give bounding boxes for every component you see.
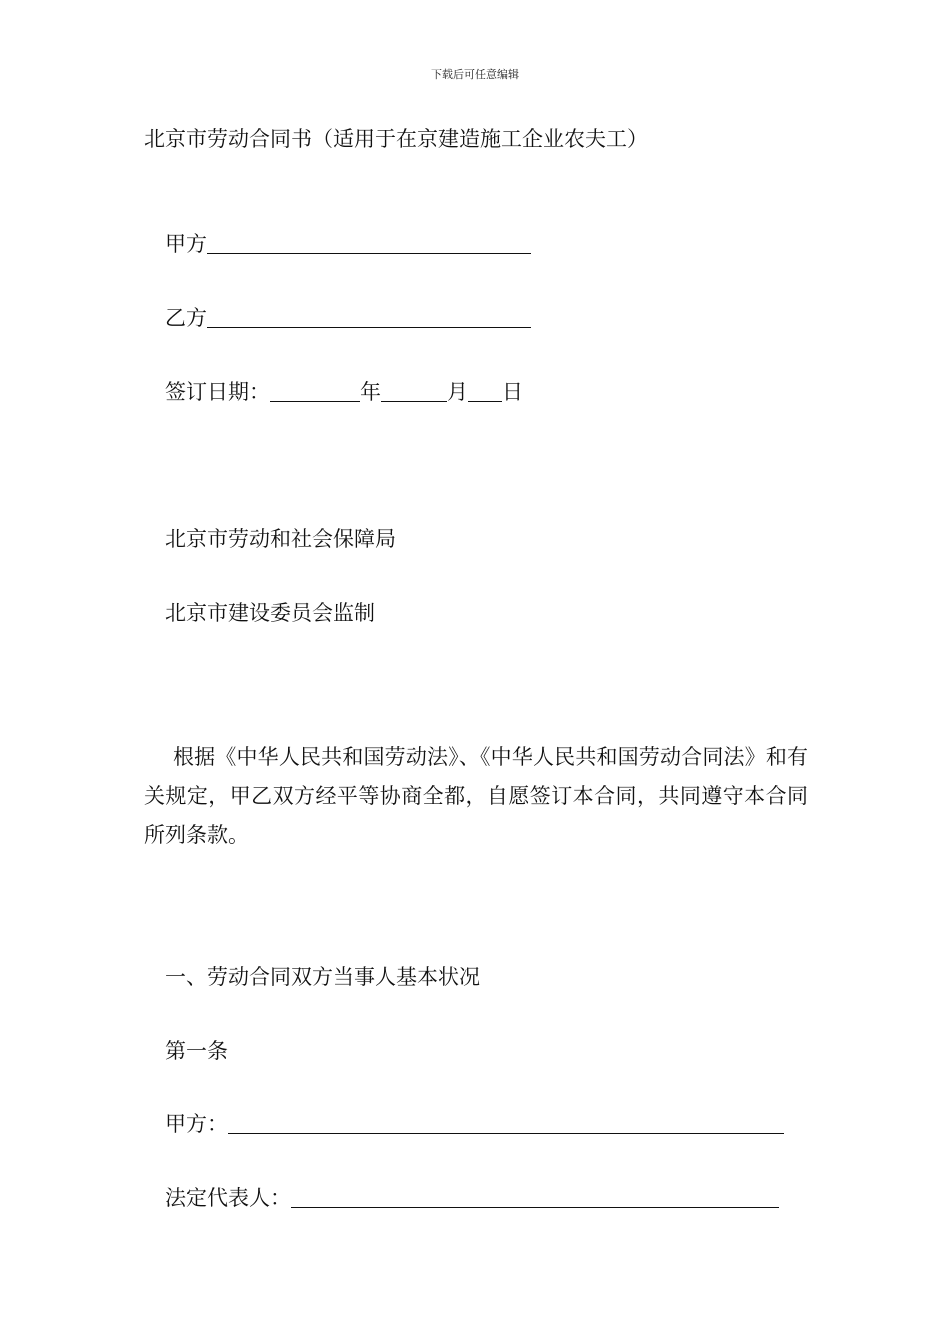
- document-title: 北京市劳动合同书（适用于在京建造施工企业农夫工）: [144, 127, 648, 151]
- legal-rep-label: 法定代表人：: [165, 1186, 291, 1210]
- party-a-field-blank[interactable]: [228, 1113, 784, 1134]
- sign-date-day-label: 日: [502, 380, 523, 404]
- sign-date-month-blank[interactable]: [381, 381, 447, 402]
- party-a-blank[interactable]: [207, 233, 531, 254]
- sign-date-month-label: 月: [447, 380, 468, 404]
- sign-date-label: 签订日期：: [165, 380, 270, 404]
- party-a-field-line: [165, 1108, 784, 1138]
- page-header-note: 下载后可任意编辑: [431, 68, 519, 81]
- section-1-heading: 一、劳动合同双方当事人基本状况: [165, 965, 480, 989]
- party-a-label: 甲方: [165, 232, 207, 256]
- issuer-construction-committee: 北京市建设委员会监制: [165, 601, 375, 625]
- sign-date-line: [165, 376, 523, 406]
- party-b-blank[interactable]: [207, 307, 531, 328]
- party-b-label: 乙方: [165, 306, 207, 330]
- sign-date-year-label: 年: [360, 380, 381, 404]
- preamble-paragraph: 根据《中华人民共和国劳动法》、《中华人民共和国劳动合同法》和有关规定，甲乙双方经平等协商全都，自愿签订本合同，共同遵守本合同所列条款。: [144, 745, 808, 847]
- legal-rep-line: [165, 1182, 779, 1212]
- issuer-labor-bureau: 北京市劳动和社会保障局: [165, 527, 396, 551]
- sign-date-day-blank[interactable]: [468, 381, 502, 402]
- article-1-heading: 第一条: [165, 1039, 228, 1063]
- party-a-field-label: 甲方：: [165, 1112, 228, 1136]
- legal-rep-blank[interactable]: [291, 1187, 779, 1208]
- party-b-line: [165, 302, 531, 332]
- party-a-line: [165, 228, 531, 258]
- sign-date-year-blank[interactable]: [270, 381, 360, 402]
